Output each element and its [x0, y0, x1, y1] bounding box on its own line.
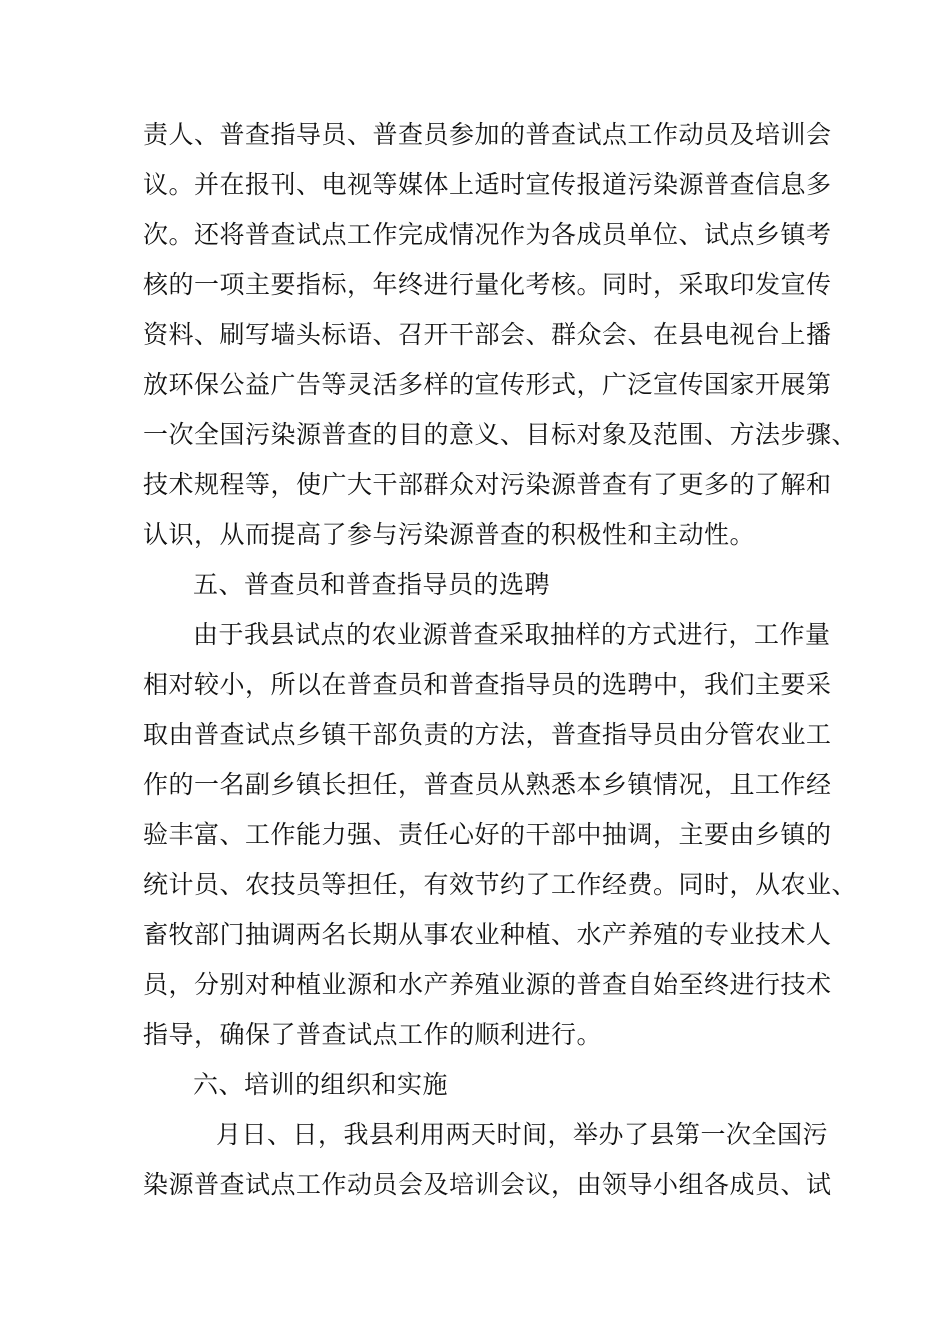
text-line: 畜牧部门抽调两名长期从事农业种植、水产养殖的专业技术人	[143, 920, 832, 949]
text-line: 一次全国污染源普查的目的意义、目标对象及范围、方法步骤、	[143, 420, 858, 449]
text-line: 责人、普查指导员、普查员参加的普查试点工作动员及培训会	[143, 120, 832, 149]
text-line: 资料、刷写墙头标语、召开干部会、群众会、在县电视台上播	[143, 320, 832, 349]
text-line: 月日、日，我县利用两天时间，举办了县第一次全国污	[216, 1120, 829, 1149]
text-line: 议。并在报刊、电视等媒体上适时宣传报道污染源普查信息多	[143, 170, 832, 199]
text-line: 由于我县试点的农业源普查采取抽样的方式进行，工作量	[193, 620, 831, 649]
text-line: 放环保公益广告等灵活多样的宣传形式，广泛宣传国家开展第	[143, 370, 832, 399]
text-line: 染源普查试点工作动员会及培训会议，由领导小组各成员、试	[143, 1170, 832, 1199]
text-line: 技术规程等，使广大干部群众对污染源普查有了更多的了解和	[143, 470, 832, 499]
text-line: 作的一名副乡镇长担任，普查员从熟悉本乡镇情况，且工作经	[143, 770, 832, 799]
text-line: 员，分别对种植业源和水产养殖业源的普查自始至终进行技术	[143, 970, 832, 999]
text-line: 核的一项主要指标，年终进行量化考核。同时，采取印发宣传	[143, 270, 832, 299]
text-line: 认识，从而提高了参与污染源普查的积极性和主动性。	[143, 520, 756, 549]
section-heading: 六、培训的组织和实施	[193, 1070, 449, 1099]
text-line: 取由普查试点乡镇干部负责的方法，普查指导员由分管农业工	[143, 720, 832, 749]
text-line: 指导，确保了普查试点工作的顺利进行。	[143, 1020, 603, 1049]
text-line: 统计员、农技员等担任，有效节约了工作经费。同时，从农业、	[143, 870, 858, 899]
text-line: 次。还将普查试点工作完成情况作为各成员单位、试点乡镇考	[143, 220, 832, 249]
text-line: 相对较小，所以在普查员和普查指导员的选聘中，我们主要采	[143, 670, 832, 699]
section-heading: 五、普查员和普查指导员的选聘	[193, 570, 551, 599]
text-line: 验丰富、工作能力强、责任心好的干部中抽调，主要由乡镇的	[143, 820, 832, 849]
